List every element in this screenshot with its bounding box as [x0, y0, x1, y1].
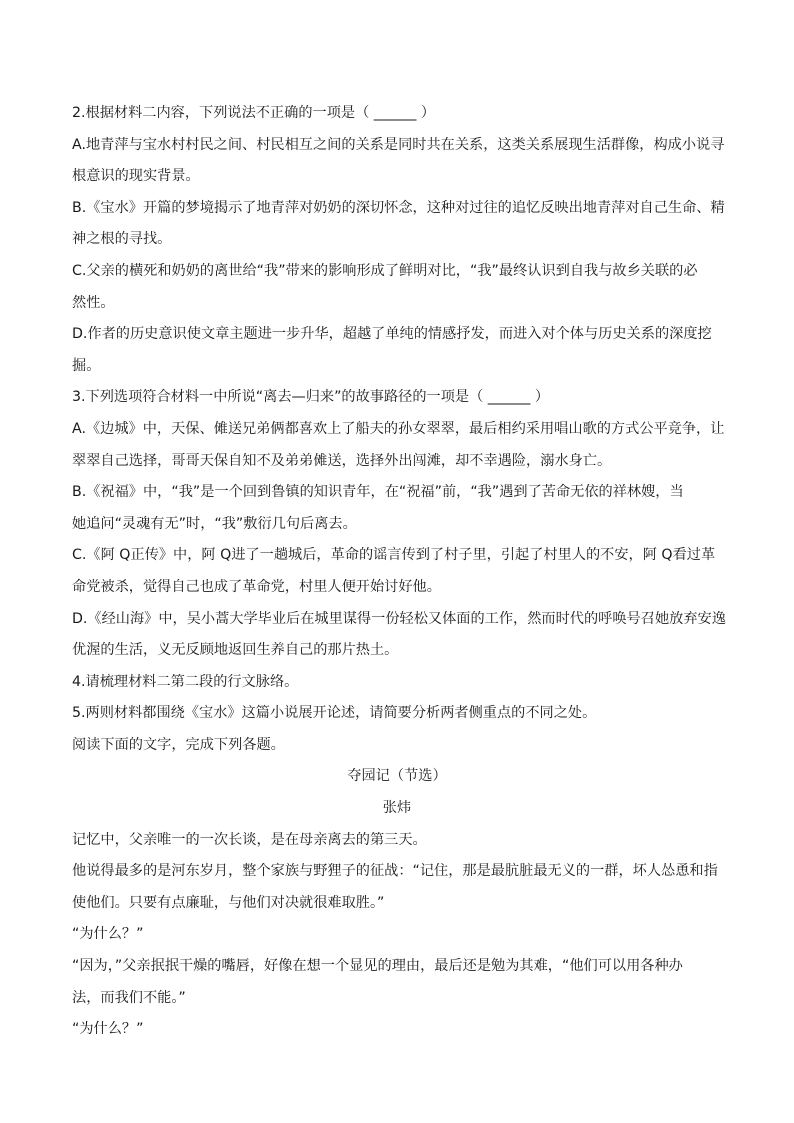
q3-option-b-line-1: B.《祝福》中，“我”是一个回到鲁镇的知识青年，在“祝福”前，“我”遇到了苦命无依的祥林嫂，当: [72, 484, 684, 501]
q2-option-b-line-1: B.《宝水》开篇的梦境揭示了地青萍对奶奶的深切怀念，这种对过往的追忆反映出地青萍对自己生命、精: [72, 199, 725, 216]
q3-option-a-line-2: 翠翠自己选择，哥哥天保自知不及弟弟傩送，选择外出闯滩，却不幸遇险，溺水身亡。: [72, 452, 612, 469]
q2-option-d-line-2: 掘。: [72, 357, 101, 374]
q2-option-c-line-2: 然性。: [72, 294, 115, 311]
reading-instruction: 阅读下面的文字，完成下列各题。: [72, 736, 285, 753]
q3-option-d-line-2: 优渥的生活，义无反顾地返回生养自己的那片热土。: [72, 642, 399, 659]
q2-option-b-line-2: 神之根的寻找。: [72, 231, 172, 248]
q5-stem: 5.两则材料都围绕《宝水》这篇小说展开论述，请简要分析两者侧重点的不同之处。: [72, 705, 597, 722]
q2-stem: 2.根据材料二内容，下列说法不正确的一项是（ ______ ）: [72, 105, 436, 121]
story-paragraph-4-line-2: 法，而我们不能。”: [72, 989, 186, 1006]
story-paragraph-2-line-1: 他说得最多的是河东岁月，整个家族与野狸子的征战：“记住，那是最肮脏最无义的一群，坏人怂恿和指: [72, 863, 718, 880]
q2-option-a-line-2: 根意识的现实背景。: [72, 168, 200, 185]
q3-option-a-line-1: A.《边城》中，天保、傩送兄弟俩都喜欢上了船夫的孙女翠翠，最后相约采用唱山歌的方式公平竞争，让: [72, 420, 725, 437]
story-paragraph-1: 记忆中，父亲唯一的一次长谈，是在母亲离去的第三天。: [72, 831, 427, 848]
q3-option-d-line-1: D.《经山海》中，吴小蒿大学毕业后在城里谋得一份轻松又体面的工作，然而时代的呼唤号召她放弃安逸: [72, 610, 726, 627]
q3-option-b-line-2: 她追问“灵魂有无”时，“我”敷衍几句后离去。: [72, 515, 357, 532]
story-author: 张炜: [382, 800, 412, 817]
story-paragraph-5: “为什么？”: [72, 1021, 144, 1038]
q3-option-c-line-2: 命党被杀，觉得自己也成了革命党，村里人便开始讨好他。: [72, 578, 441, 595]
q4-stem: 4.请梳理材料二第二段的行文脉络。: [72, 673, 299, 690]
q3-option-c-line-1: C.《阿 Q正传》中，阿 Q进了一趟城后，革命的谣言传到了村子里，引起了村里人的不安，阿 Q看过革: [72, 547, 716, 564]
story-paragraph-4-line-1: “因为，”父亲抿抿干燥的嘴唇，好像在想一个显见的理由，最后还是勉为其难，“他们可以用各种办: [72, 958, 683, 975]
story-paragraph-2-line-2: 使他们。只要有点廉耻，与他们对决就很难取胜。”: [72, 894, 385, 911]
q2-option-d-line-1: D.作者的历史意识使文章主题进一步升华，超越了单纯的情感抒发，而进入对个体与历史关系的深度挖: [72, 326, 712, 343]
story-title: 夺园记（节选）: [347, 768, 447, 785]
document-page: [72, 98, 726, 1046]
q3-stem: 3.下列选项符合材料一中所说“离去—归来”的故事路径的一项是（ ______ ）: [72, 389, 550, 406]
q2-option-c-line-1: C.父亲的横死和奶奶的离世给“我”带来的影响形成了鲜明对比，“我”最终认识到自我与故乡关联的必: [72, 262, 698, 279]
q2-option-a-line-1: A.地青萍与宝水村村民之间、村民相互之间的关系是同时共在关系，这类关系展现生活群像，构成小说寻: [72, 136, 725, 153]
story-paragraph-3: “为什么？”: [72, 926, 144, 943]
